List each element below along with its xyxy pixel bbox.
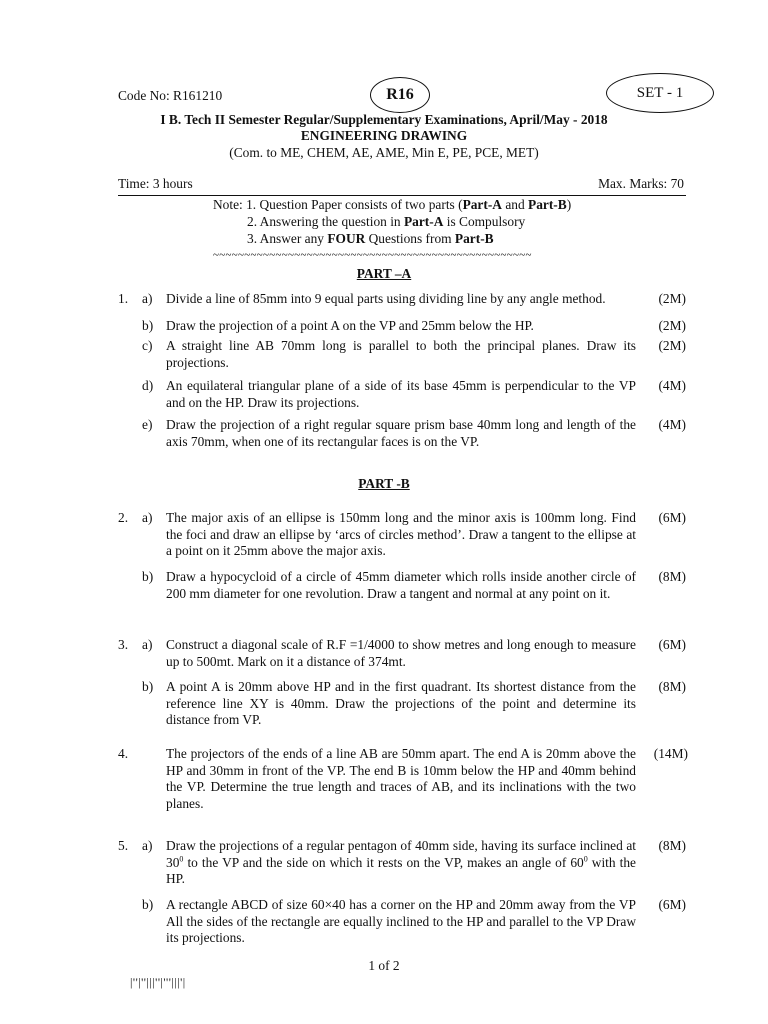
- barcode-text: |''|''|||''|'''|||'|: [130, 975, 186, 989]
- question-marks: (8M): [658, 838, 686, 853]
- set-badge: SET - 1: [606, 73, 714, 113]
- question-text: A point A is 20mm above HP and in the first quadrant. Its shortest distance from the reference line XY is 40mm. Draw the projections of the point and determine its distance from VP.: [166, 679, 636, 727]
- question-number: 2.: [118, 510, 129, 525]
- sub-question-label: c): [142, 338, 153, 353]
- question-marks: (6M): [658, 510, 686, 525]
- question-marks: (6M): [658, 637, 686, 652]
- question-text: Draw the projection of a right regular square prism base 40mm long and length of the axis 70mm, when one of its rectangular faces is on the VP.: [166, 417, 636, 449]
- note-text: and: [501, 197, 529, 212]
- note-bold: Part-A: [462, 197, 502, 212]
- question-text-part: Draw the projections of a regular pentagon of 40mm side, having its surface inclined at 30: [166, 838, 636, 870]
- note-text: ): [566, 197, 572, 212]
- subject-title: ENGINEERING DRAWING: [300, 128, 468, 143]
- branches: (Com. to ME, CHEM, AE, AME, Min E, PE, PCE, MET): [229, 145, 539, 160]
- note-text: Questions from: [365, 231, 455, 246]
- sub-question-label: b): [142, 897, 154, 912]
- degree-superscript: 0: [583, 854, 588, 864]
- question-marks: (6M): [658, 897, 686, 912]
- question-marks: (2M): [658, 338, 686, 353]
- sub-question-label: a): [142, 637, 153, 652]
- question-marks: (8M): [658, 569, 686, 584]
- sub-question-label: b): [142, 679, 154, 694]
- question-text: Draw the projection of a point A on the VP and 25mm below the HP.: [166, 318, 534, 333]
- question-text-part: with the HP.: [166, 854, 636, 886]
- question-text: A rectangle ABCD of size 60×40 has a corner on the HP and 20mm away from the VP All the sides of the rectangle are equally inclined to the HP and parallel to the VP Draw its projections.: [166, 897, 636, 945]
- note-line-1: [213, 197, 571, 214]
- question-marks: (4M): [658, 417, 686, 432]
- note-bold: Part-B: [528, 197, 567, 212]
- regulation-badge: R16: [370, 77, 430, 113]
- question-marks: (4M): [658, 378, 686, 393]
- note-line-2: [213, 214, 571, 231]
- page-number: 1 of 2: [368, 958, 400, 973]
- question-text-part: to the VP and the side on which it rests on the VP, makes an angle of 60: [183, 854, 584, 870]
- question-text: A straight line AB 70mm long is parallel to both the principal planes. Draw its projections.: [166, 338, 636, 370]
- header-rule: [118, 195, 686, 196]
- part-a-heading: PART –A: [356, 266, 412, 281]
- question-text: The major axis of an ellipse is 150mm long and the minor axis is 100mm long. Find the foci and draw an ellipse by ‘arcs of circles method’. Draw a tangent to the ellipse at a point on it 25mm above the major axis.: [166, 510, 636, 558]
- note-text: 3. Answer any: [247, 231, 328, 246]
- sub-question-label: a): [142, 838, 153, 853]
- note-text: Note: 1. Question Paper consists of two parts (: [213, 197, 463, 212]
- note-block: [213, 197, 571, 248]
- question-text: [166, 838, 636, 888]
- degree-superscript: 0: [179, 854, 184, 864]
- note-text: is Compulsory: [443, 214, 526, 229]
- question-text: Draw a hypocycloid of a circle of 45mm diameter which rolls inside another circle of 200 mm diameter for one revolution. Draw a tangent and normal at any point on it.: [166, 569, 636, 601]
- note-bold: Part-A: [403, 214, 444, 229]
- question-marks: (2M): [658, 318, 686, 333]
- note-bold: Part-B: [454, 231, 494, 246]
- part-b-heading: PART -B: [358, 476, 410, 491]
- time-duration: Time: 3 hours: [118, 176, 193, 191]
- question-number: 5.: [118, 838, 129, 853]
- sub-question-label: b): [142, 569, 154, 584]
- note-text: 2. Answering the question in: [247, 214, 404, 229]
- note-bold: FOUR: [327, 231, 366, 246]
- exam-title: I B. Tech II Semester Regular/Supplementary Examinations, April/May - 2018: [160, 112, 608, 127]
- sub-question-label: a): [142, 510, 153, 525]
- question-text: An equilateral triangular plane of a side of its base 45mm is perpendicular to the VP and on the HP. Draw its projections.: [166, 378, 636, 410]
- sub-question-label: e): [142, 417, 153, 432]
- sub-question-label: b): [142, 318, 154, 333]
- note-line-3: [213, 231, 571, 248]
- question-text: The projectors of the ends of a line AB are 50mm apart. The end A is 20mm above the HP and 30mm in front of the VP. The end B is 10mm below the HP and 40mm behind the VP. Determine the true length and traces of AB, and its inclinations with the two planes.: [166, 746, 636, 811]
- max-marks: Max. Marks: 70: [598, 176, 684, 191]
- question-marks: (8M): [658, 679, 686, 694]
- question-text: Divide a line of 85mm into 9 equal parts using dividing line by any angle method.: [166, 291, 606, 306]
- code-number: Code No: R161210: [118, 88, 223, 103]
- question-marks: (14M): [653, 746, 688, 761]
- question-text: Construct a diagonal scale of R.F =1/4000 to show metres and long enough to measure up to 500mt. Mark on it a distance of 374mt.: [166, 637, 636, 669]
- sub-question-label: d): [142, 378, 154, 393]
- separator-line: ~~~~~~~~~~~~~~~~~~~~~~~~~~~~~~~~~~~~~~~~~~~~~~~~~~~: [213, 249, 532, 261]
- question-marks: (2M): [658, 291, 686, 306]
- question-number: 1.: [118, 291, 129, 306]
- question-number: 4.: [118, 746, 129, 761]
- question-number: 3.: [118, 637, 129, 652]
- sub-question-label: a): [142, 291, 153, 306]
